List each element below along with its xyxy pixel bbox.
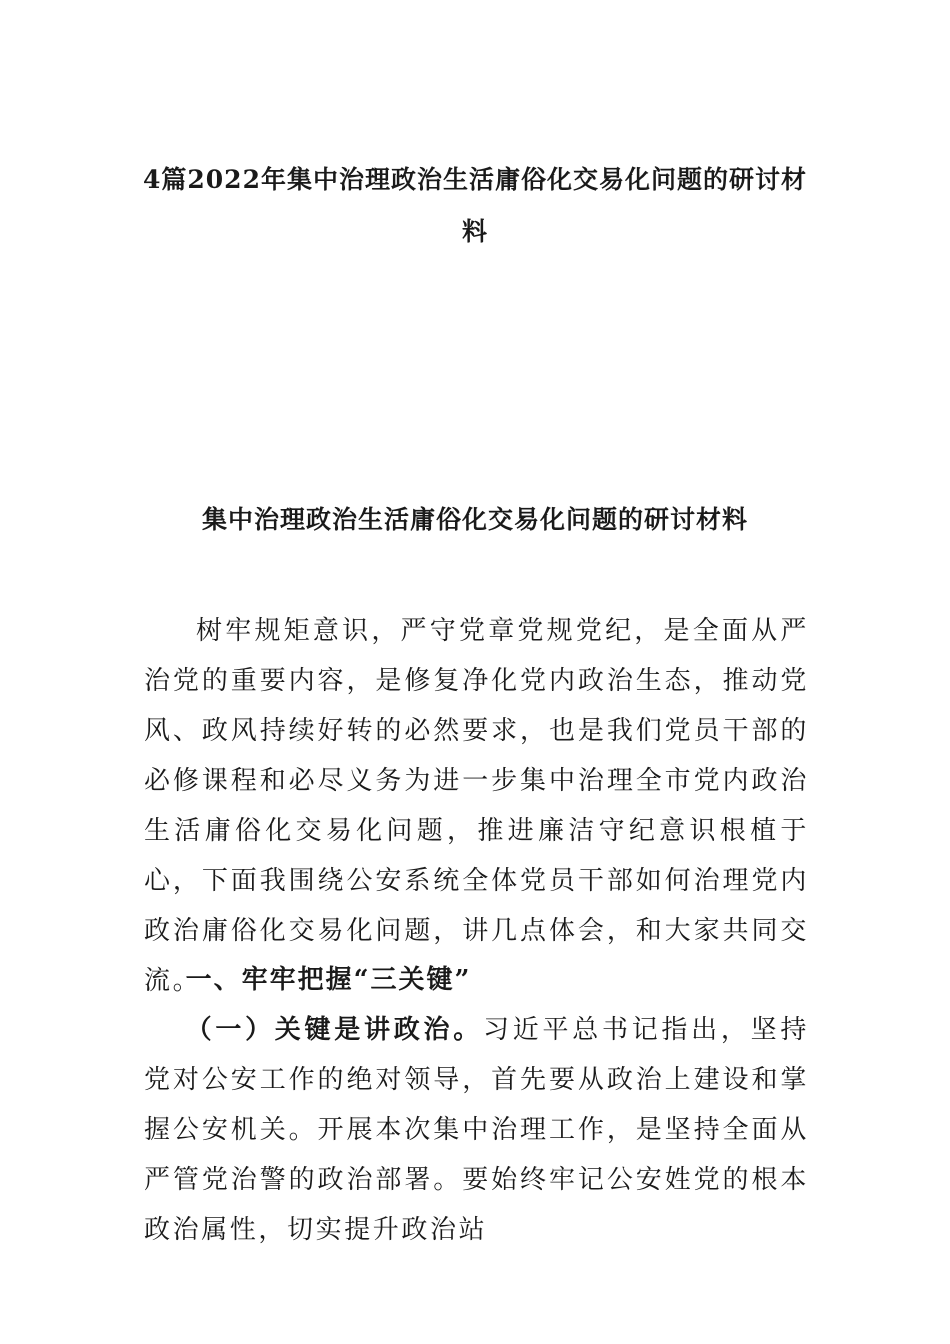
body-paragraph-1: 树牢规矩意识，严守党章党规党纪，是全面从严治党的重要内容，是修复净化党内政治生态，推动党风、政风持续好转的必然要求，也是我们党员干部的必修课程和必尽义务为进一步集中治理全市党内政治生活庸俗化交易化问题，推进廉洁守纪意识根植于心，下面我围绕公安系统全体党员干部如何治理党内政治庸俗化交易化问题，讲几点体会，和大家共同交流。 [144, 616, 809, 996]
paragraph-lead-heading: （一）关键是讲政治。 [185, 1015, 483, 1045]
paragraph-body-text: 习近平总书记指出，坚持党对公安工作的绝对领导，首先要从政治上建设和掌握公安机关。开展本次集中治理工作，是坚持全面从严管党治警的政治部署。要始终牢记公安姓党的根本政治属性，切实提升政治站 [144, 1015, 809, 1245]
document-title: 4篇2022年集中治理政治生活庸俗化交易化问题的研讨材料 [143, 165, 807, 246]
body-paragraph-2 [144, 1005, 809, 1255]
section-title: 集中治理政治生活庸俗化交易化问题的研讨材料 [201, 505, 748, 534]
heading-level-1: 一、牢牢把握“三关键” [185, 965, 472, 995]
